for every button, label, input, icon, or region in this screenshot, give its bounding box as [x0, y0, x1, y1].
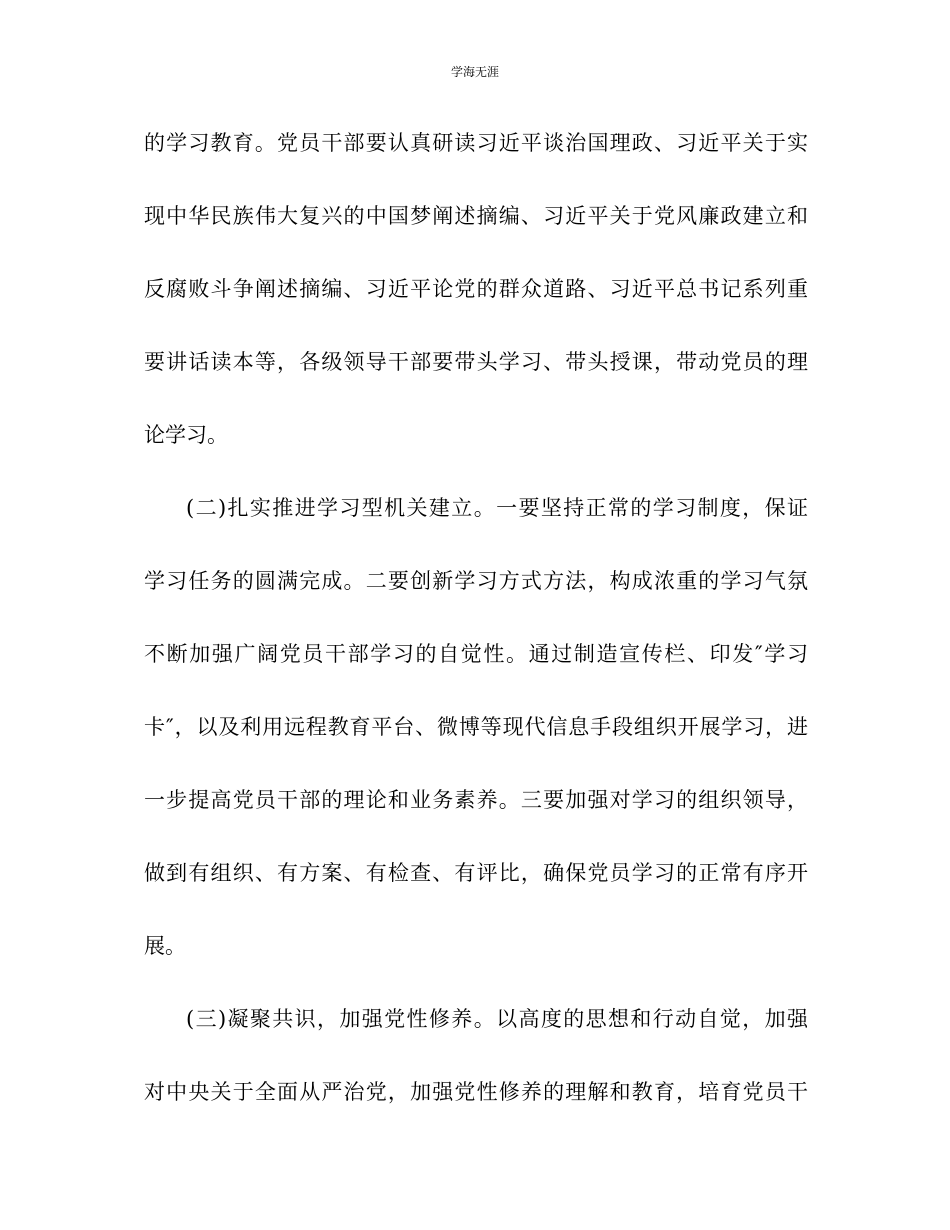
text-line: 对中央关于全面从严治党，加强党性修养的理解和教育，培育党员干: [144, 1080, 808, 1104]
text-line: 卡″，以及利用远程教育平台、微博等现代信息手段组织开展学习，进: [144, 715, 808, 739]
text-line: 要讲话读本等，各级领导干部要带头学习、带头授课，带动党员的理: [144, 350, 808, 374]
text-line: 学习任务的圆满完成。二要创新学习方式方法，构成浓重的学习气氛: [144, 569, 808, 593]
page-header: 学海无涯: [450, 65, 499, 79]
paragraph-start-line: (三)凝聚共识，加强党性修养。以高度的思想和行动自觉，加强: [186, 1007, 808, 1031]
text-line: 论学习。: [144, 423, 228, 447]
text-line: 展。: [144, 934, 186, 958]
paragraph-start-line: (二)扎实推进学习型机关建立。一要坚持正常的学习制度，保证: [186, 496, 808, 520]
text-line: 一步提高党员干部的理论和业务素养。三要加强对学习的组织领导，: [144, 788, 808, 812]
text-line: 现中华民族伟大复兴的中国梦阐述摘编、习近平关于党风廉政建立和: [144, 204, 808, 228]
text-line: 不断加强广阔党员干部学习的自觉性。通过制造宣传栏、印发″学习: [144, 642, 808, 666]
text-line: 的学习教育。党员干部要认真研读习近平谈治国理政、习近平关于实: [144, 131, 808, 155]
text-line: 做到有组织、有方案、有检查、有评比，确保党员学习的正常有序开: [144, 861, 808, 885]
text-line: 反腐败斗争阐述摘编、习近平论党的群众道路、习近平总书记系列重: [144, 277, 808, 301]
